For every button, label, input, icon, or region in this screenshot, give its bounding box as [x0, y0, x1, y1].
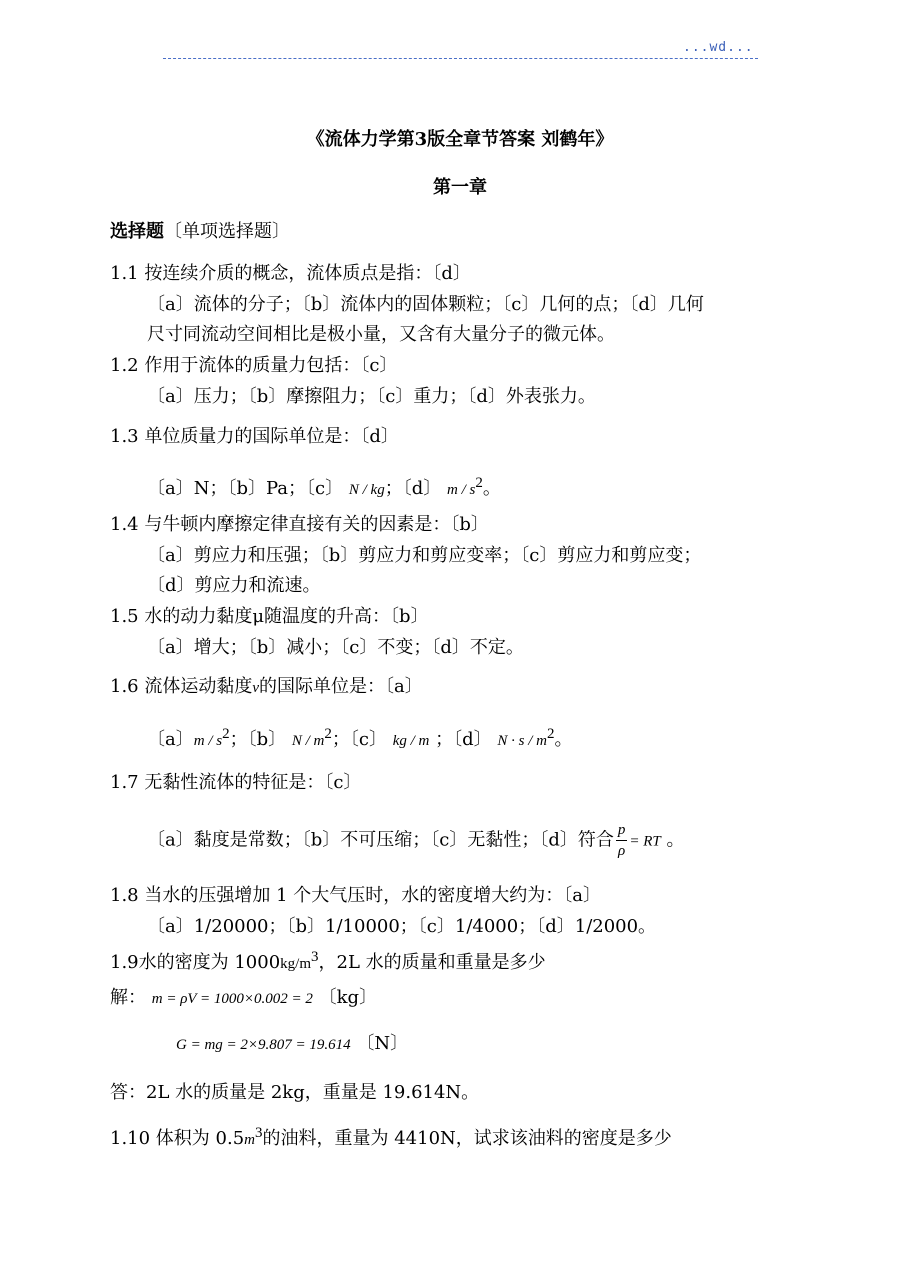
q1-6-unit-a-exp: 2: [222, 726, 230, 742]
q1-9-solution-line2: [176, 1031, 408, 1058]
q1-6-option-b: ；〔b〕: [229, 729, 287, 750]
q1-3-option-d: ；〔d〕: [384, 478, 442, 499]
q1-6-unit-c: kg / m: [392, 733, 430, 749]
q1-6-option-d: ；〔d〕: [435, 729, 492, 750]
q1-1-options-line1: 〔a〕流体的分子；〔b〕流体内的固体颗粒；〔c〕几何的点；〔d〕几何: [147, 294, 704, 315]
q1-5-stem: 1.5 水的动力黏度μ随温度的升高：〔b〕: [110, 606, 429, 627]
header-rule: [163, 58, 758, 59]
q1-8-options: 〔a〕1/20000；〔b〕1/10000；〔c〕1/4000；〔d〕1/2000。: [147, 916, 657, 937]
q1-1-stem: 1.1 按连续介质的概念，流体质点是指：〔d〕: [110, 263, 471, 284]
q1-9-unit-n: 〔N〕: [356, 1033, 409, 1054]
q1-9-stem-exp: 3: [311, 949, 319, 965]
q1-6-unit-d-exp: 2: [546, 726, 555, 742]
q1-3-options: [147, 470, 501, 503]
q1-3-option-a: 〔a〕N；: [147, 478, 228, 499]
q1-3-stem: 1.3 单位质量力的国际单位是：〔d〕: [110, 426, 399, 447]
q1-6-unit-d: N · s / m: [497, 733, 547, 749]
q1-6-stem-pre: 1.6 流体运动黏度: [110, 676, 253, 697]
q1-6-options: [147, 721, 572, 754]
q1-6-stem-post: 的国际单位是：〔a〕: [259, 676, 423, 697]
q1-9-equation-weight: G = mg = 2×9.807 = 19.614: [176, 1037, 351, 1053]
q1-9-solution-label: 解：: [110, 987, 146, 1008]
header-mark: ...wd...: [683, 40, 754, 55]
q1-3-unit-d: m / s: [446, 482, 476, 498]
q1-5-options: 〔a〕增大；〔b〕减小；〔c〕不变；〔d〕不定。: [147, 637, 524, 658]
section-sub: 〔单项选择题〕: [164, 221, 290, 242]
q1-10-stem-post: 的油料，重量为 4410N，试求该油料的密度是多少: [262, 1128, 672, 1149]
q1-6-unit-b-exp: 2: [324, 726, 332, 742]
q1-4-options-line2: 〔d〕剪应力和流速。: [147, 575, 321, 596]
q1-7-end: 。: [666, 829, 685, 851]
q1-1-options-line2: 尺寸同流动空间相比是极小量，又含有大量分子的微元体。: [147, 324, 615, 345]
q1-9-stem-post: ，2L 水的质量和重量是多少: [318, 952, 546, 973]
q1-7-options-text: 〔a〕黏度是常数；〔b〕不可压缩；〔c〕无黏性；〔d〕符合: [147, 829, 614, 851]
q1-7-frac-rhs: = RT: [629, 833, 661, 850]
q1-6-option-c: ；〔c〕: [331, 729, 387, 750]
chapter-heading: 第一章: [433, 177, 487, 198]
q1-9-answer: 答：2L 水的质量是 2kg，重量是 19.614N。: [110, 1082, 480, 1103]
q1-6-stem: [110, 674, 423, 701]
q1-7-frac-den: ρ: [616, 840, 628, 861]
q1-3-unit-c: N / kg: [348, 482, 385, 498]
q1-7-frac-num: p: [617, 822, 626, 838]
q1-2-stem: 1.2 作用于流体的质量力包括：〔c〕: [110, 355, 398, 376]
q1-7-stem: 1.7 无黏性流体的特征是：〔c〕: [110, 772, 362, 793]
q1-6-nu-symbol: ν: [252, 680, 260, 696]
q1-9-stem-unit: kg/m: [280, 956, 311, 972]
q1-2-options: 〔a〕压力；〔b〕摩擦阻力；〔c〕重力；〔d〕外表张力。: [147, 386, 596, 407]
q1-10-stem-exp: 3: [255, 1125, 263, 1141]
q1-3-unit-d-exp: 2: [475, 475, 483, 491]
q1-8-stem: 1.8 当水的压强增加 1 个大气压时，水的密度增大约为：〔a〕: [110, 885, 601, 906]
q1-9-stem-pre: 1.9水的密度为 1000: [110, 952, 281, 973]
q1-4-options-line1: 〔a〕剪应力和压强；〔b〕剪应力和剪应变率；〔c〕剪应力和剪应变；: [147, 545, 702, 566]
q1-9-solution-line1: [110, 985, 377, 1012]
q1-4-stem: 1.4 与牛顿内摩擦定律直接有关的因素是：〔b〕: [110, 514, 489, 535]
q1-7-options: [147, 820, 684, 861]
q1-7-fraction: [616, 820, 628, 861]
section-heading: [110, 219, 290, 245]
q1-6-unit-a: m / s: [193, 733, 223, 749]
q1-10-stem-unit: m: [244, 1132, 255, 1148]
section-label: 选择题: [110, 221, 164, 242]
q1-3-end: 。: [482, 478, 501, 499]
q1-6-end: 。: [554, 729, 573, 750]
q1-6-unit-b: N / m: [291, 733, 325, 749]
q1-9-unit-kg: 〔kg〕: [318, 987, 378, 1008]
q1-9-stem: [110, 944, 546, 977]
document-title: 《流体力学第3版全章节答案 刘鹤年》: [306, 129, 614, 150]
q1-9-equation-mass: m = ρV = 1000×0.002 = 2: [151, 991, 313, 1007]
q1-10-stem-pre: 1.10 体积为 0.5: [110, 1128, 245, 1149]
q1-3-option-b: 〔b〕Pa；: [227, 478, 307, 499]
q1-6-option-a: 〔a〕: [147, 729, 194, 750]
q1-3-option-c: 〔c〕: [306, 478, 344, 499]
q1-10-stem: [110, 1120, 672, 1153]
